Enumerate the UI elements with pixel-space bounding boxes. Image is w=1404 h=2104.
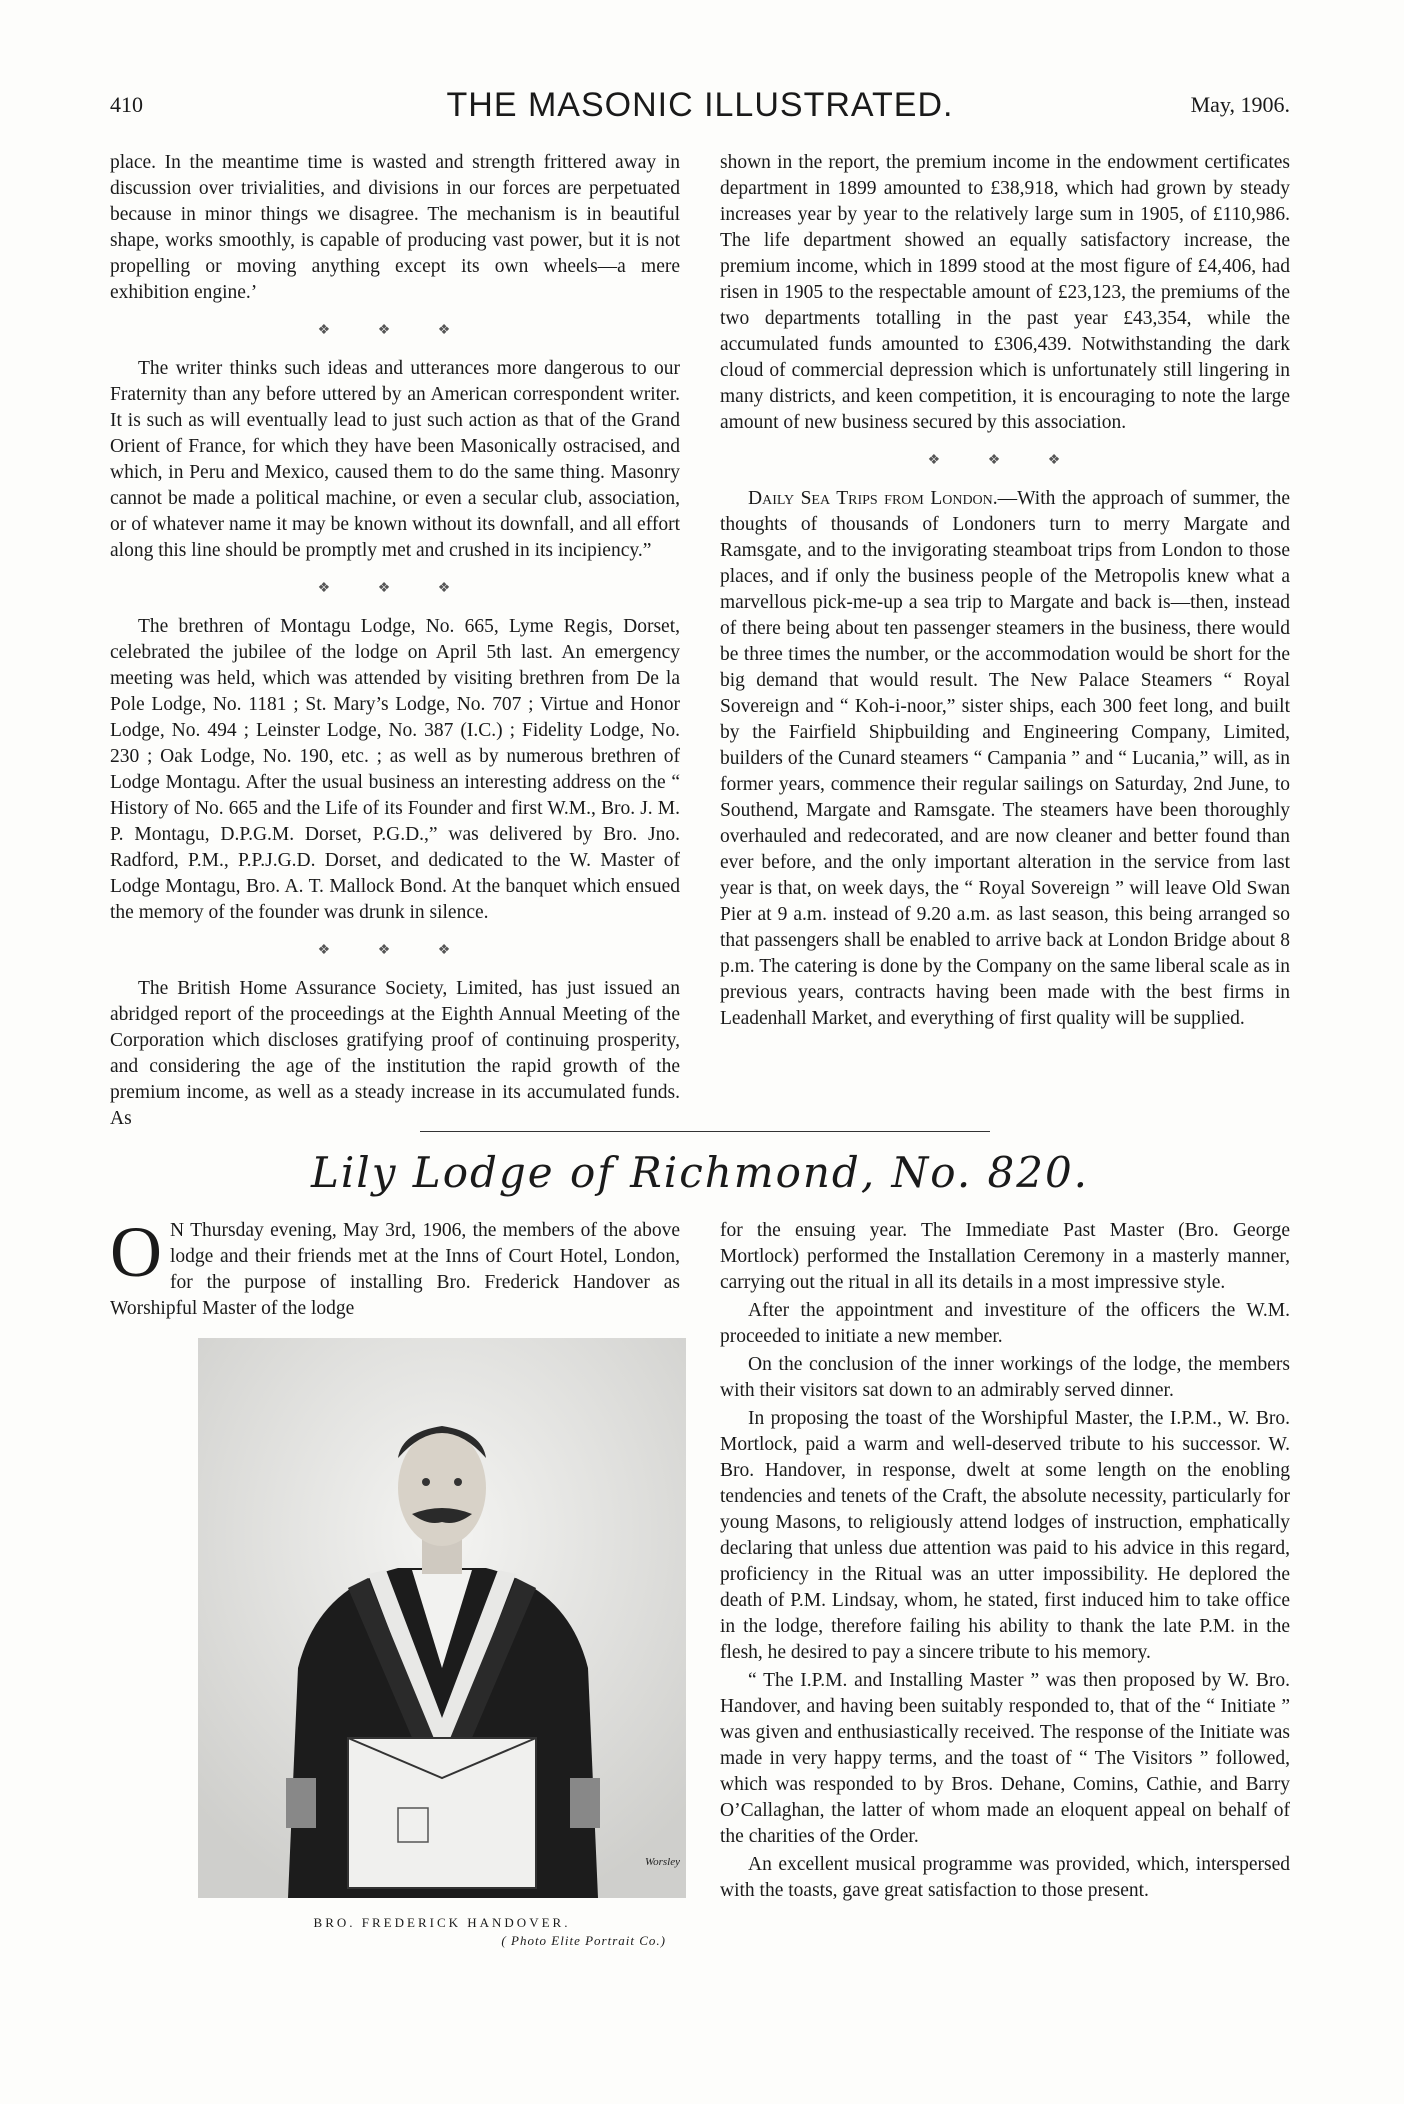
photo-credit: ( Photo Elite Portrait Co.) [501, 1933, 666, 1948]
ornament-divider: ❖ ❖ ❖ [927, 453, 1083, 468]
photo-caption [198, 1914, 686, 1950]
paragraph: An excellent musical programme was provided, which, interspersed with the toasts, gave great satisfaction to those present. [720, 1854, 1290, 1901]
drop-cap: O [110, 1212, 162, 1292]
section-heading: Daily Sea Trips from London. [748, 488, 998, 509]
running-header [110, 86, 1290, 126]
issue-date: May, 1906. [1190, 92, 1290, 117]
paragraph: In proposing the toast of the Worshipful Master, the I.P.M., W. Bro. Mortlock, paid a warm and well-deserved tribute to his successor. W. Bro. Handover, in response, dwelt at some length on the enobling tendencies and tenets of the Craft, the absolute necessity, particularly for young Masons, to religiously attend lodges of instruction, emphatically declaring that unless due attention was paid to his advice in this regard, proficiency in the Ritual was an utter impossibility. He deplored the death of P.M. Lindsay, whom, he stated, first induced him to take office in the lodge, therefore failing his ability to thank the late P.M. in the flesh, he desired to pay a sincere tribute to his memory. [720, 1408, 1290, 1663]
portrait-illustration [198, 1338, 686, 1898]
paragraph [720, 486, 1290, 1032]
ornament-divider: ❖ ❖ ❖ [317, 581, 473, 596]
photographer-signature: Worsley [644, 1856, 680, 1868]
paragraph [110, 1212, 680, 1322]
paragraph: After the appointment and investiture of the officers the W.M. proceeded to initiate a new member. [720, 1300, 1290, 1347]
paragraph: for the ensuing year. The Immediate Past Master (Bro. George Mortlock) performed the Installation Ceremony in a masterly manner, carrying out the ritual in all its details in a most impressive style. [720, 1220, 1290, 1293]
paragraph: shown in the report, the premium income in the endowment certificates department in 1899 amounted to £38,918, which had grown by steady increases year by year to the relatively large sum in 1905, of £110,986. The life department showed an equally satisfactory increase, the premium income, which in 1899 stood at the most figure of £4,406, had risen in 1905 to the respectable amount of £23,123, the premiums of the two departments totalling in the past year £43,354, while the accumulated funds amounted to £306,439. Notwithstanding the dark cloud of commercial depression which is unfortunately still lingering in many districts, and keen competition, it is encouraging to note the large amount of new business secured by this association. [720, 152, 1290, 433]
paragraph: On the conclusion of the inner workings of the lodge, the members with their visitors sat down to an admirably served dinner. [720, 1354, 1290, 1401]
paragraph: The writer thinks such ideas and utterances more dangerous to our Fraternity than any before uttered by an American correspondent writer. It is such as will eventually lead to just such action as that of the Grand Orient of France, for which they have been Masonically ostracised, and which, in Peru and Mexico, caused them to do the same thing. Masonry cannot be made a political machine, or even a secular club, association, or of whatever name it may be known without its downfall, and all effort along this line should be promptly met and crushed in its incipiency.” [110, 358, 680, 561]
page-number: 410 [110, 92, 143, 117]
paragraph-text: —With the approach of summer, the thoughts of thousands of Londoners turn to merry Margate and Ramsgate, and to the invigorating steamboat trips from London to those places, and if only the business people of the Metropolis knew what a marvellous pick-me-up a sea trip to Margate and back is—then, instead of there being about ten passenger steamers in the business, there would be three times the number, or the accommodation would be short for the big demand that would result. The New Palace Steamers “ Royal Sovereign and “ Koh-i-noor,” sister ships, each 300 feet long, and built by the Fairfield Shipbuilding and Engineering Company, Limited, builders of the Cunard steamers “ Campania ” and “ Lucania,” will, as in former years, commence their regular sailings on Saturday, 2nd June, to Southend, Margate and Ramsgate. The steamers have been thoroughly overhauled and redecorated, and are now cleaner and better found than ever before, and the only important alteration in the service from last year is that, on week days, the “ Royal Sovereign ” will leave Old Swan Pier at 9 a.m. instead of 9.20 a.m. as last season, this being arranged so that passengers shall be enabled to arrive back at London Bridge about 8 p.m. The catering is done by the Company on the same liberal scale as in previous years, contracts having been made with the best firms in Leadenhall Market, and everything of first quality will be supplied. [720, 488, 1290, 1029]
section-rule [420, 1131, 990, 1132]
article-title: Lily Lodge of Richmond, No. 820. [310, 1148, 1090, 1197]
ornament-divider: ❖ ❖ ❖ [317, 943, 473, 958]
portrait-photo [198, 1338, 686, 1898]
paragraph: The British Home Assurance Society, Limited, has just issued an abridged report of the proceedings at the Eighth Annual Meeting of the Corporation which discloses gratifying proof of continuing prosperity, and considering the age of the institution the rapid growth of the premium income, as well as a steady increase in its accumulated funds. As [110, 978, 680, 1129]
paragraph: The brethren of Montagu Lodge, No. 665, Lyme Regis, Dorset, celebrated the jubilee of the lodge on April 5th last. An emergency meeting was held, which was attended by visiting brethren from De la Pole Lodge, No. 1181 ; St. Mary’s Lodge, No. 707 ; Virtue and Honor Lodge, No. 494 ; Leinster Lodge, No. 387 (I.C.) ; Fidelity Lodge, No. 230 ; Oak Lodge, No. 190, etc. ; as well as by numerous brethren of Lodge Montagu. After the usual business an interesting address on the “ History of No. 665 and the Life of its Founder and first W.M., Bro. J. M. P. Montagu, D.P.G.M. Dorset, P.G.D.,” was delivered by Bro. Jno. Radford, P.M., P.P.J.G.D. Dorset, and dedicated to the W. Master of Lodge Montagu, Bro. A. T. Mallock Bond. At the banquet which ensued the memory of the founder was drunk in silence. [110, 616, 680, 923]
ornament-divider: ❖ ❖ ❖ [317, 323, 473, 338]
paragraph: “ The I.P.M. and Installing Master ” was then proposed by W. Bro. Handover, and having been suitably responded to, that of the “ Initiate ” was given and enthusiastically received. The response of the Initiate was made in very happy terms, and the toast of “ The Visitors ” followed, which was responded to by Bros. Dehane, Comins, Cathie, and Barry O’Callaghan, the latter of whom made an eloquent appeal on behalf of the charities of the Order. [720, 1670, 1290, 1847]
caption-text: BRO. FREDERICK HANDOVER. [313, 1915, 571, 1930]
journal-title: THE MASONIC ILLUSTRATED. [446, 86, 954, 124]
left-column [110, 150, 680, 1134]
right-column [720, 150, 1290, 1034]
paragraph-text: N Thursday evening, May 3rd, 1906, the members of the above lodge and their friends met at the Inns of Court Hotel, London, for the purpose of installing Bro. Frederick Handover as Worshipful Master of the lodge [110, 1220, 680, 1319]
article-intro [110, 1212, 680, 1324]
paragraph: place. In the meantime time is wasted and strength frittered away in discussion over trivialities, and divisions in our forces are perpetuated because in minor things we disagree. The mechanism is in beautiful shape, works smoothly, is capable of producing vast power, but it is not propelling or moving anything except its own wheels—a mere exhibition engine.’ [110, 152, 680, 303]
article-right-column [720, 1218, 1290, 1906]
